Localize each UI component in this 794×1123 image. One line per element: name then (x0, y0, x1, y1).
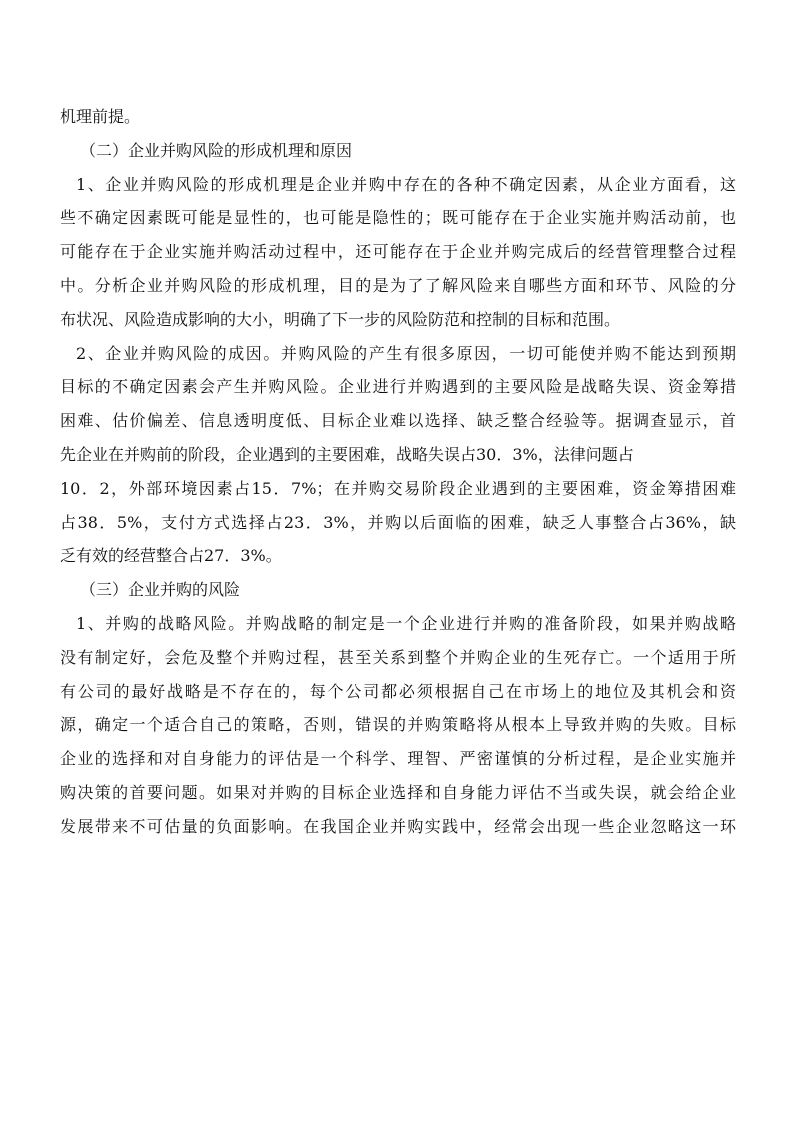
text-line: 中。分析企业并购风险的形成机理，目的是为了了解风险来自哪些方面和环节、风险的分 (60, 275, 736, 295)
text-line: 乏有效的经营整合占27．3%。 (60, 546, 282, 566)
text-line: 10．2，外部环境因素占15．7%；在并购交易阶段企业遇到的主要困难，资金筹措困难 (60, 478, 736, 498)
text-line: 1、并购的战略风险。并购战略的制定是一个企业进行并购的准备阶段，如果并购战略 (76, 613, 736, 633)
text-line: 源，确定一个适合自己的策略，否则，错误的并购策略将从根本上导致并购的失败。目标 (60, 715, 736, 735)
section-heading-2: （二）企业并购风险的形成机理和原因 (80, 140, 353, 160)
text-line: 可能存在于企业实施并购活动过程中，还可能存在于企业并购完成后的经营管理整合过程 (60, 242, 736, 262)
text-line: 目标的不确定因素会产生并购风险。企业进行并购遇到的主要风险是战略失误、资金筹措 (60, 377, 736, 397)
text-line: 些不确定因素既可能是显性的，也可能是隐性的；既可能存在于企业实施并购活动前，也 (60, 208, 736, 228)
section-heading-3: （三）企业并购的风险 (80, 580, 241, 600)
text-line: 发展带来不可估量的负面影响。在我国企业并购实践中，经常会出现一些企业忽略这一环 (60, 816, 736, 836)
text-line: 困难、估价偏差、信息透明度低、目标企业难以选择、缺乏整合经验等。据调查显示，首 (60, 411, 736, 431)
text-line: 没有制定好，会危及整个并购过程，甚至关系到整个并购企业的生死存亡。一个适用于所 (60, 647, 736, 667)
document-body (60, 100, 736, 844)
text-line: 占38．5%，支付方式选择占23．3%，并购以后面临的困难，缺乏人事整合占36%，缺 (60, 512, 736, 532)
text-line: 有公司的最好战略是不存在的，每个公司都必须根据自己在市场上的地位及其机会和资 (60, 681, 736, 701)
text-line: 1、企业并购风险的形成机理是企业并购中存在的各种不确定因素，从企业方面看，这 (76, 174, 736, 194)
text-line: 先企业在并购前的阶段，企业遇到的主要困难，战略失误占30．3%，法律问题占 (60, 444, 634, 464)
text-line: 企业的选择和对自身能力的评估是一个科学、理智、严密谨慎的分析过程，是企业实施并 (60, 749, 736, 769)
text-line: 机理前提。 (60, 107, 141, 126)
text-line: 布状况、风险造成影响的大小，明确了下一步的风险防范和控制的目标和范围。 (60, 309, 621, 329)
text-line: 2、企业并购风险的成因。并购风险的产生有很多原因，一切可能使并购不能达到预期 (76, 343, 736, 363)
text-line: 购决策的首要问题。如果对并购的目标企业选择和自身能力评估不当或失误，就会给企业 (60, 782, 736, 802)
